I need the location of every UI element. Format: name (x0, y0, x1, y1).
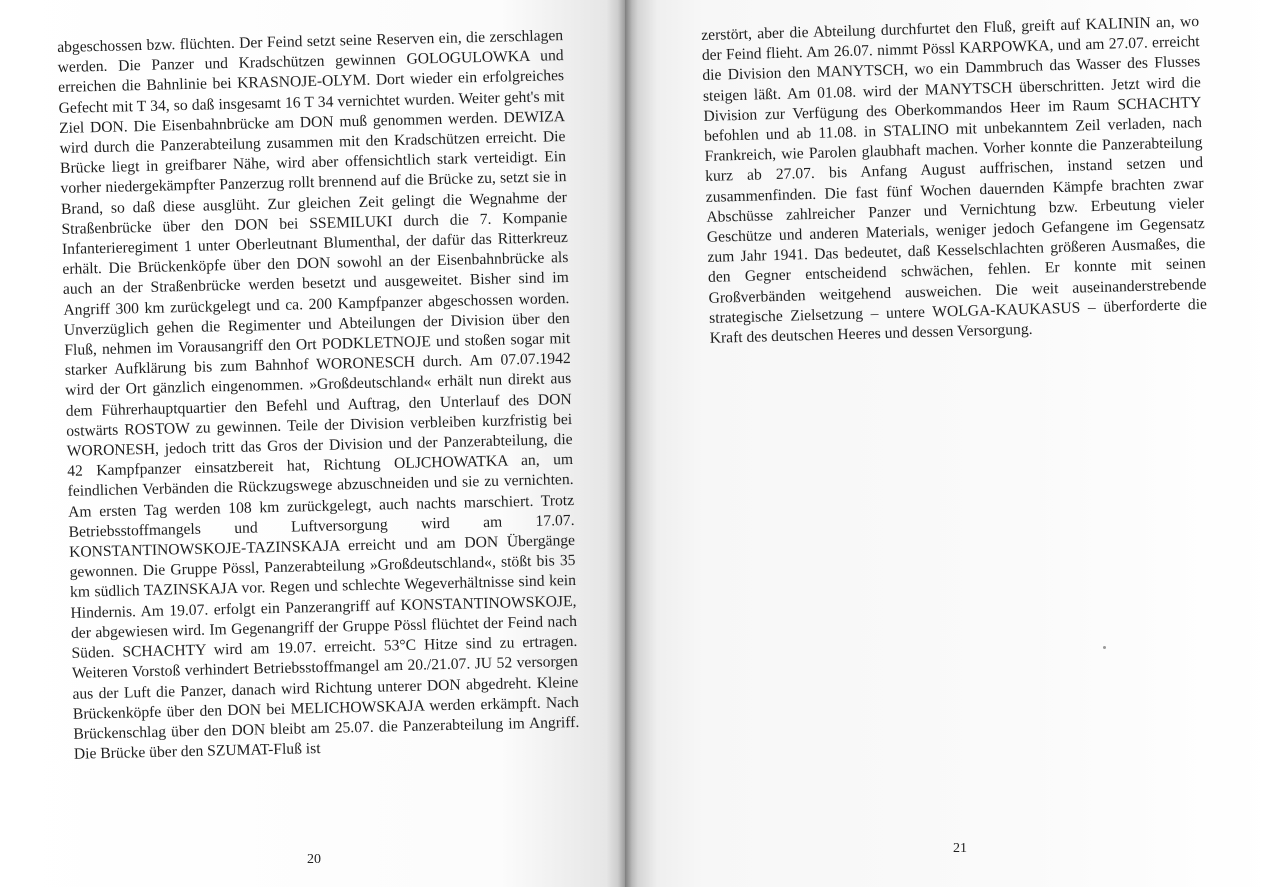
right-page-paragraph: zerstört, aber die Abteilung durchfurtet den Fluß, greift auf KALININ an, wo der Feind flieht. Am 26.07. nimmt Pössl KARPOWKA, und am 27.07. erreicht die Division den MANYTSCH, wo ein Dammbruch das Wasser des Flusses steigen läßt. Am 01.08. wird der MANYTSCH überschritten. Jetzt wird die Division zur Verfügung des Oberkommandos Heer im Raum SCHACHTY befohlen und ab 11.08. in STALINO mit unbekanntem Zeil verladen, nach Frankreich, wie Parolen glaubhaft machen. Vorher konnte die Panzerabteilung kurz ab 27.07. bis Anfang August auffrischen, instand setzen und zusammenfinden. Die fast fünf Wochen dauernden Kämpfe brachten zwar Abschüsse zahlreicher Panzer und Vernichtung bzw. Erbeutung vieler Geschütze und anderen Materials, weniger jedoch Gefangene im Gegensatz zum Jahr 1941. Das bedeutet, daß Kesselschlachten größeren Ausmaßes, die den Gegner entscheidend schwächen, fehlen. Er konnte mit seinen Großverbänden weitgehend ausweichen. Die weit auseinanderstrebende strategische Zielsetzung – untere WOLGA-KAUKASUS – überforderte die Kraft des deutschen Heeres und dessen Versorgung. (701, 13, 1208, 347)
right-page-number: 21 (953, 841, 967, 856)
right-page-text (701, 12, 1208, 349)
left-page-number: 20 (307, 852, 321, 867)
paper-speck (1103, 646, 1106, 649)
left-page-text (57, 26, 580, 765)
left-page-paragraph: abgeschossen bzw. flüchten. Der Feind setzt seine Reserven ein, die zerschlagen werden. Die Panzer und Kradschützen gewinnen GOLOGULOWKA und erreichen die Bahnlinie bei KRASNOJE-OLYM. Dort wieder ein erfolgreiches Gefecht mit T 34, so daß insgesamt 16 T 34 vernichtet wurden. Weiter geht's mit Ziel DON. Die Eisenbahnbrücke am DON muß genommen werden. DEWIZA wird durch die Panzerabteilung zusammen mit den Kradschützen erreicht. Die Brücke liegt in greifbarer Nähe, wird aber offensichtlich stark verteidigt. Ein vorher niedergekämpfter Panzerzug rollt brennend auf die Brücke zu, setzt sie in Brand, so daß diese ausglüht. Zur gleichen Zeit gelingt die Wegnahme der Straßenbrücke über den DON bei SSEMILUKI durch die 7. Kompanie Infanterieregiment 1 unter Oberleutnant Blumenthal, der dafür das Ritterkreuz erhält. Die Brückenköpfe über den DON sowohl an der Eisenbahnbrücke als auch an der Straßenbrücke werden besetzt und ausgeweitet. Bisher sind im Angriff 300 km zurückgelegt und ca. 200 Kampfpanzer abgeschossen worden. Unverzüglich gehen die Regimenter und Abteilungen der Division über den Fluß, nehmen im Vorausangriff den Ort PODKLETNOJE und stoßen sogar mit starker Aufklärung bis zum Bahnhof WORONESCH durch. Am 07.07.1942 wird der Ort gänzlich eingenommen. »Großdeutschland« erhält nun direkt aus dem Führerhauptquartier den Befehl und Auftrag, den Unterlauf des DON ostwärts ROSTOW zu gewinnen. Teile der Division verbleiben kurzfristig bei WORONESH, jedoch tritt das Gros der Division und der Panzerabteilung, die 42 Kampfpanzer einsatzbereit hat, Richtung OLJCHOWATKA an, um feindlichen Verbänden die Rückzugswege abzuschneiden und sie zu vernichten. Am ersten Tag werden 108 km zurückgelegt, auch nachts marschiert. Trotz Betriebsstoffmangels und Luftversorgung wird am 17.07. KONSTANTINOWSKOJE-TAZINSKAJA erreicht und am DON Übergänge gewonnen. Die Gruppe Pössl, Panzerabteilung »Großdeutschland«, stößt bis 35 km südlich TAZINSKAJA vor. Regen und schlechte Wegeverhältnisse sind kein Hindernis. Am 19.07. erfolgt ein Panzerangriff auf KONSTANTINOWSKOJE, der abgewiesen wird. Im Gegenangriff der Gruppe Pössl flüchtet der Feind nach Süden. SCHACHTY wird am 19.07. erreicht. 53°C Hitze sind zu ertragen. Weiteren Vorstoß verhindert Betriebsstoffmangel am 20./21.07. JU 52 versorgen aus der Luft die Panzer, danach wird Richtung unterer DON abgedreht. Kleine Brückenköpfe über den DON bei MELICHOWSKAJA werden erkämpft. Nach Brückenschlag über den DON bleibt am 25.07. die Panzerabteilung im Angriff. Die Brücke über den SZUMAT-Fluß ist (57, 27, 580, 763)
right-page (625, 0, 1274, 887)
left-page (0, 0, 625, 887)
book-gutter-shadow (618, 0, 632, 887)
